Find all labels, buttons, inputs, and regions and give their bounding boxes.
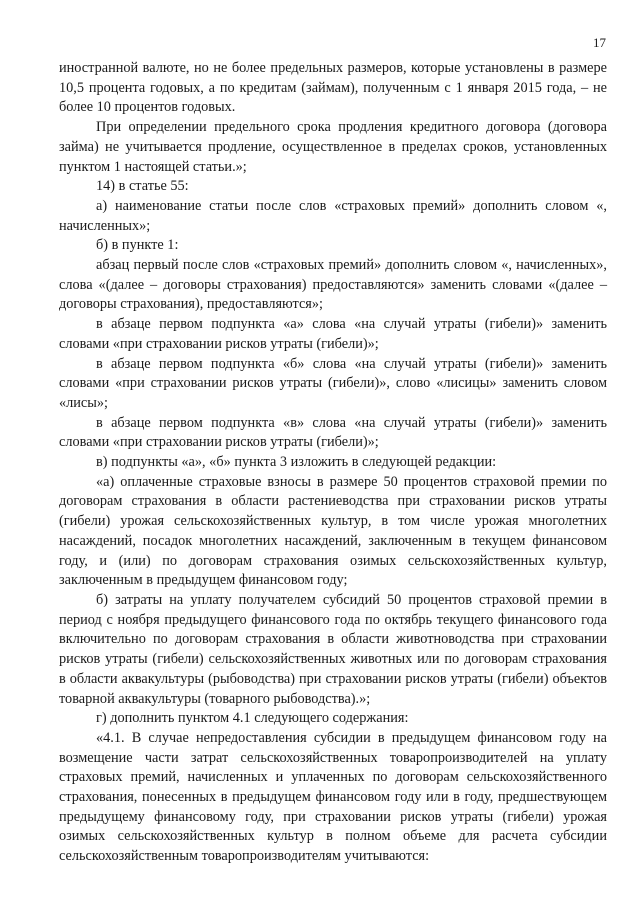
paragraph: 14) в статье 55: [96, 178, 189, 195]
paragraph: а) наименование статьи после слов «страховых премий» дополнить словом «, начисленных»; [59, 197, 607, 234]
paragraph: в абзаце первом подпункта «в» слова «на случай утраты (гибели)» заменить словами «при страховании рисков утраты (гибели)»; [59, 414, 607, 451]
paragraph: в абзаце первом подпункта «б» слова «на случай утраты (гибели)» заменить словами «при страховании рисков утраты (гибели)», слово «лисицы» заменить словом «лисы»; [59, 355, 607, 411]
document-body [59, 59, 607, 867]
paragraph: в) подпункты «а», «б» пункта 3 изложить в следующей редакции: [96, 454, 497, 471]
page-number: 17 [593, 35, 606, 50]
paragraph: При определении предельного срока продления кредитного договора (договора займа) не учитывается продление, осуществленное в пределах сроков, установленных пунктом 1 настоящей статьи.»; [59, 119, 607, 175]
paragraph: абзац первый после слов «страховых премий» дополнить словом «, начисленных», слова «(далее – договоры страхования) предоставляются» заменить словами «(далее – договоры страхования), предоставляются»; [59, 257, 607, 313]
paragraph: в абзаце первом подпункта «а» слова «на случай утраты (гибели)» заменить словами «при страховании рисков утраты (гибели)»; [59, 316, 607, 352]
paragraph: б) в пункте 1: [96, 237, 179, 254]
paragraph: иностранной валюте, но не более предельных размеров, которые установлены в размере 10,5 процента годовых, а по кредитам (займам), полученным с 1 января 2015 года, – не более 10 процентов годовых. [59, 60, 607, 116]
paragraph: б) затраты на уплату получателем субсидий 50 процентов страховой премии в период с ноября предыдущего финансового года по октябрь текущего финансового года включительно по договорам страхования в области животноводства при страховании рисков утраты (гибели) сельскохозяйственных животных или по договорам страхования в области аквакультуры (рыбоводства) при страховании рисков утраты (гибели) объектов товарной аквакультуры (товарного рыбоводства).»; [59, 591, 607, 707]
paragraph: г) дополнить пунктом 4.1 следующего содержания: [96, 710, 409, 727]
paragraph: «а) оплаченные страховые взносы в размере 50 процентов страховой премии по договорам страхования в области растениеводства при страховании рисков утраты (гибели) урожая сельскохозяйственных культур, в том числе урожая многолетних насаждений, посадок многолетних насаждений, заключенным в текущем финансовом году, и (или) по договорам страхования озимых сельскохозяйственных культур, заключенным в предыдущем финансовом году; [59, 473, 607, 589]
paragraph: «4.1. В случае непредоставления субсидии в предыдущем финансовом году на возмещение части затрат сельскохозяйственных товаропроизводителей на уплату страховых премий, начисленных и уплаченных по договорам сельскохозяйственного страхования, понесенных в предыдущем финансовом году или в году, предшествующем предыдущему финансовому году, при страховании рисков утраты (гибели) урожая озимых сельскохозяйственных культур в полном объеме для расчета субсидии сельскохозяйственным товаропроизводителям учитываются: [59, 729, 607, 865]
